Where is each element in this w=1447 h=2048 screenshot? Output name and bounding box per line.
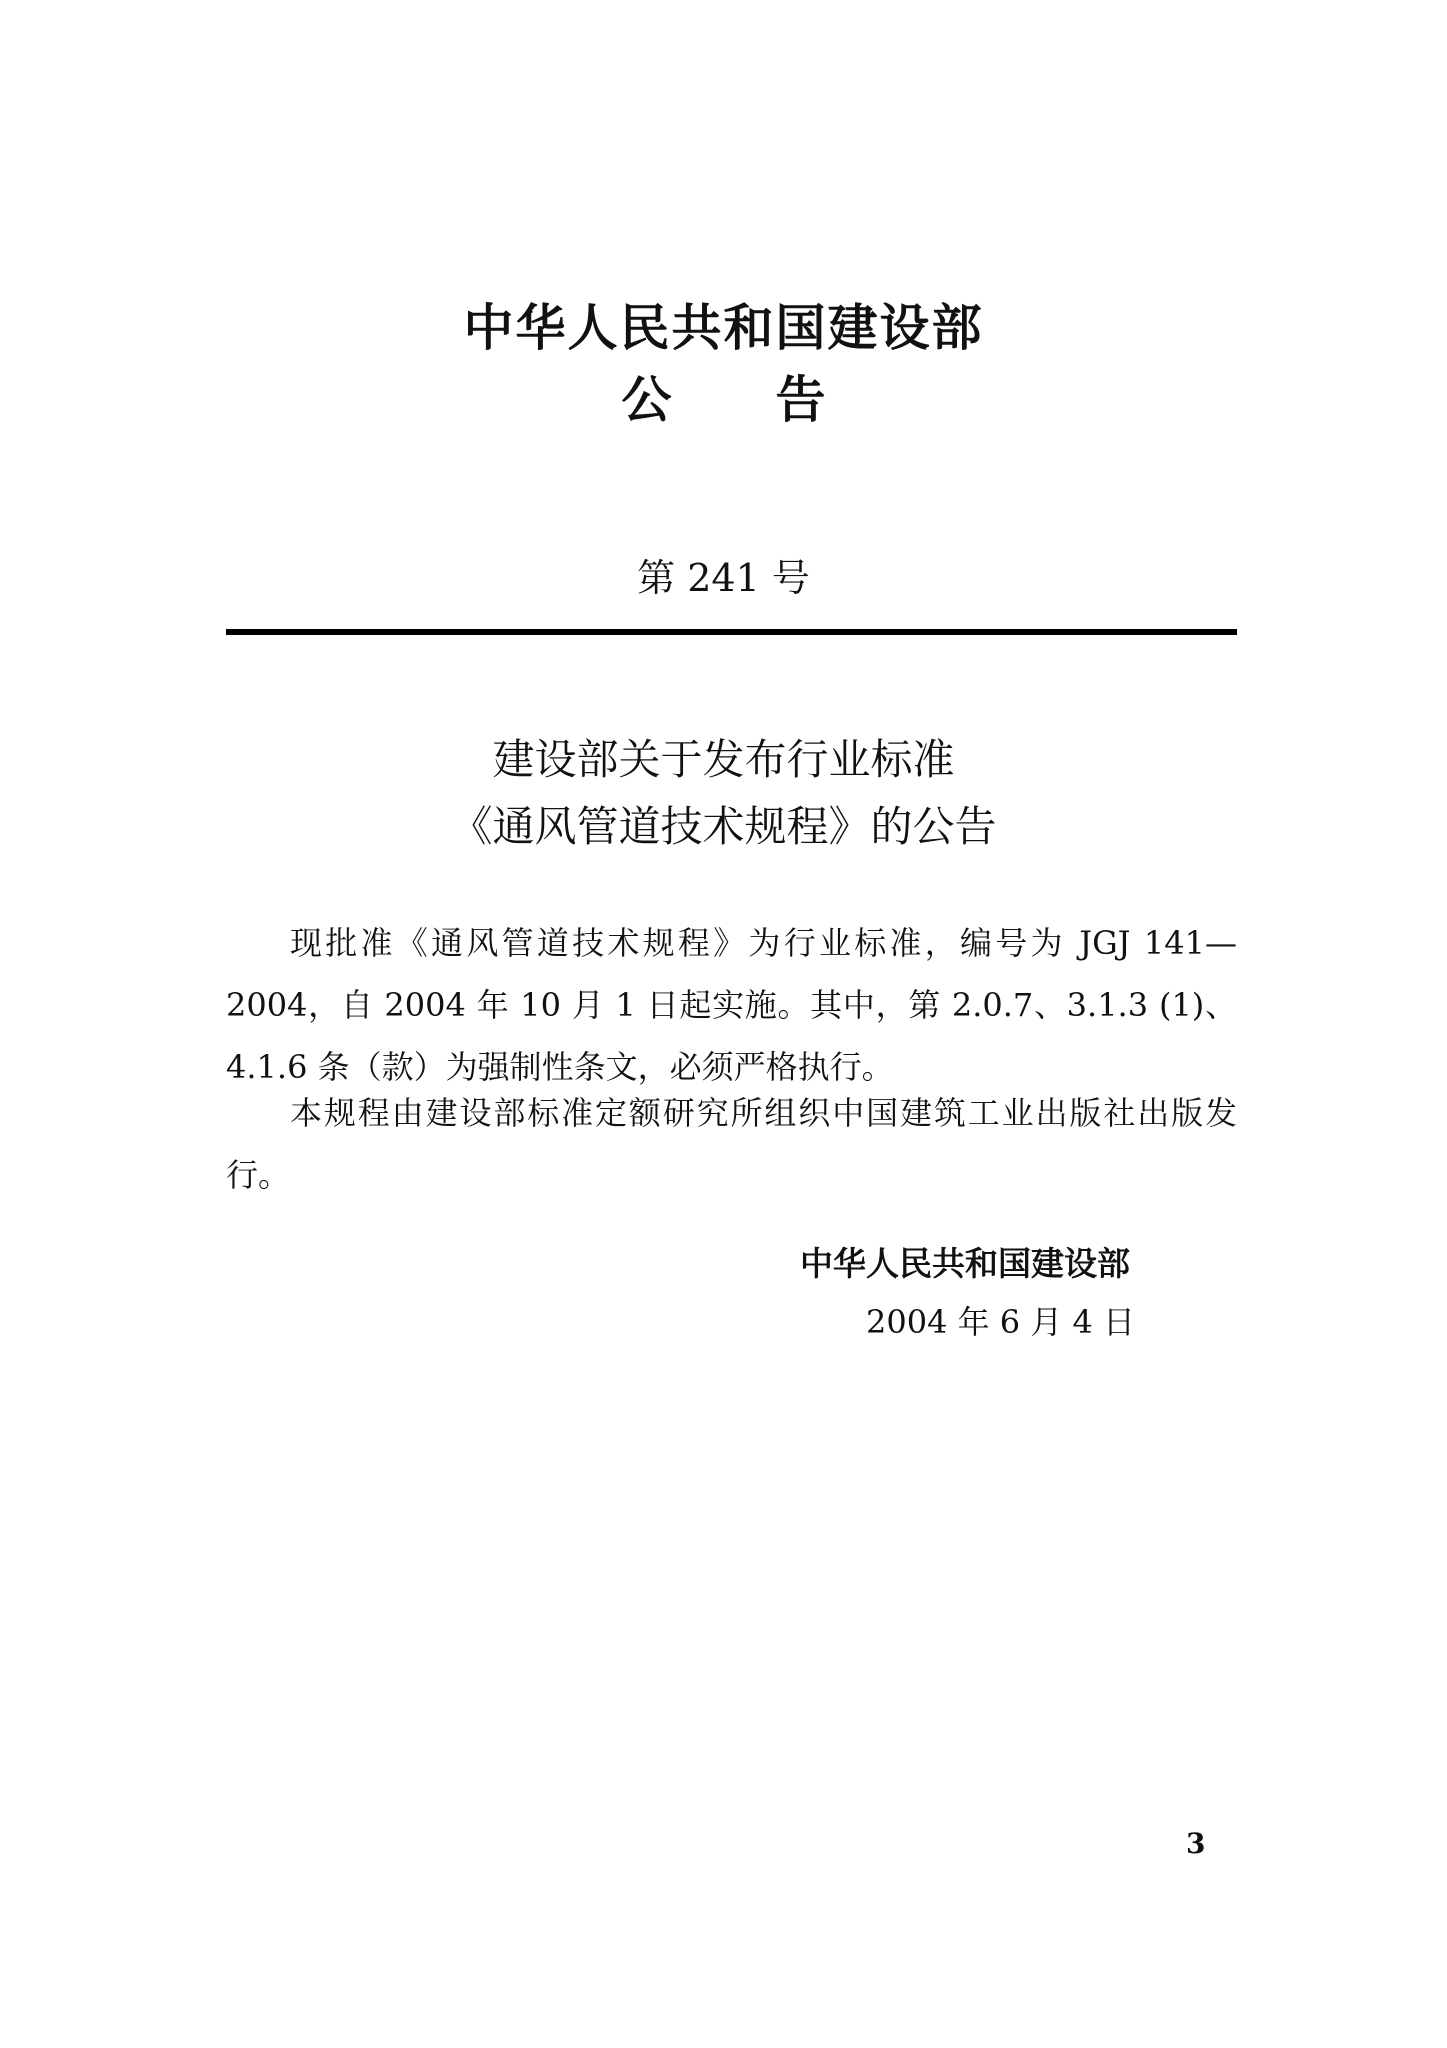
notice-title-line-2: 《通风管道技术规程》的公告 xyxy=(450,802,997,851)
notice-heading: 公告 xyxy=(621,371,930,429)
page-number: 3 xyxy=(1186,1827,1206,1860)
body-paragraph-2: 本规程由建设部标准定额研究所组织中国建筑工业出版社出版发行。 xyxy=(226,1094,1237,1194)
body-paragraph-1: 现批准《通风管道技术规程》为行业标准，编号为 JGJ 141—2004，自 2004 年 10 月 1 日起实施。其中，第 2.0.7、3.1.3 (1)、4.1.6 条（款）为强制性条文，必须严格执行。 xyxy=(226,924,1237,1086)
signature-date: 2004 年 6 月 4 日 xyxy=(866,1303,1136,1341)
divider-line xyxy=(226,629,1237,635)
document-number: 第 241 号 xyxy=(637,556,810,600)
notice-title-line-1: 建设部关于发布行业标准 xyxy=(492,735,955,784)
signature-issuer: 中华人民共和国建设部 xyxy=(800,1244,1130,1283)
issuer-heading: 中华人民共和国建设部 xyxy=(463,299,984,357)
